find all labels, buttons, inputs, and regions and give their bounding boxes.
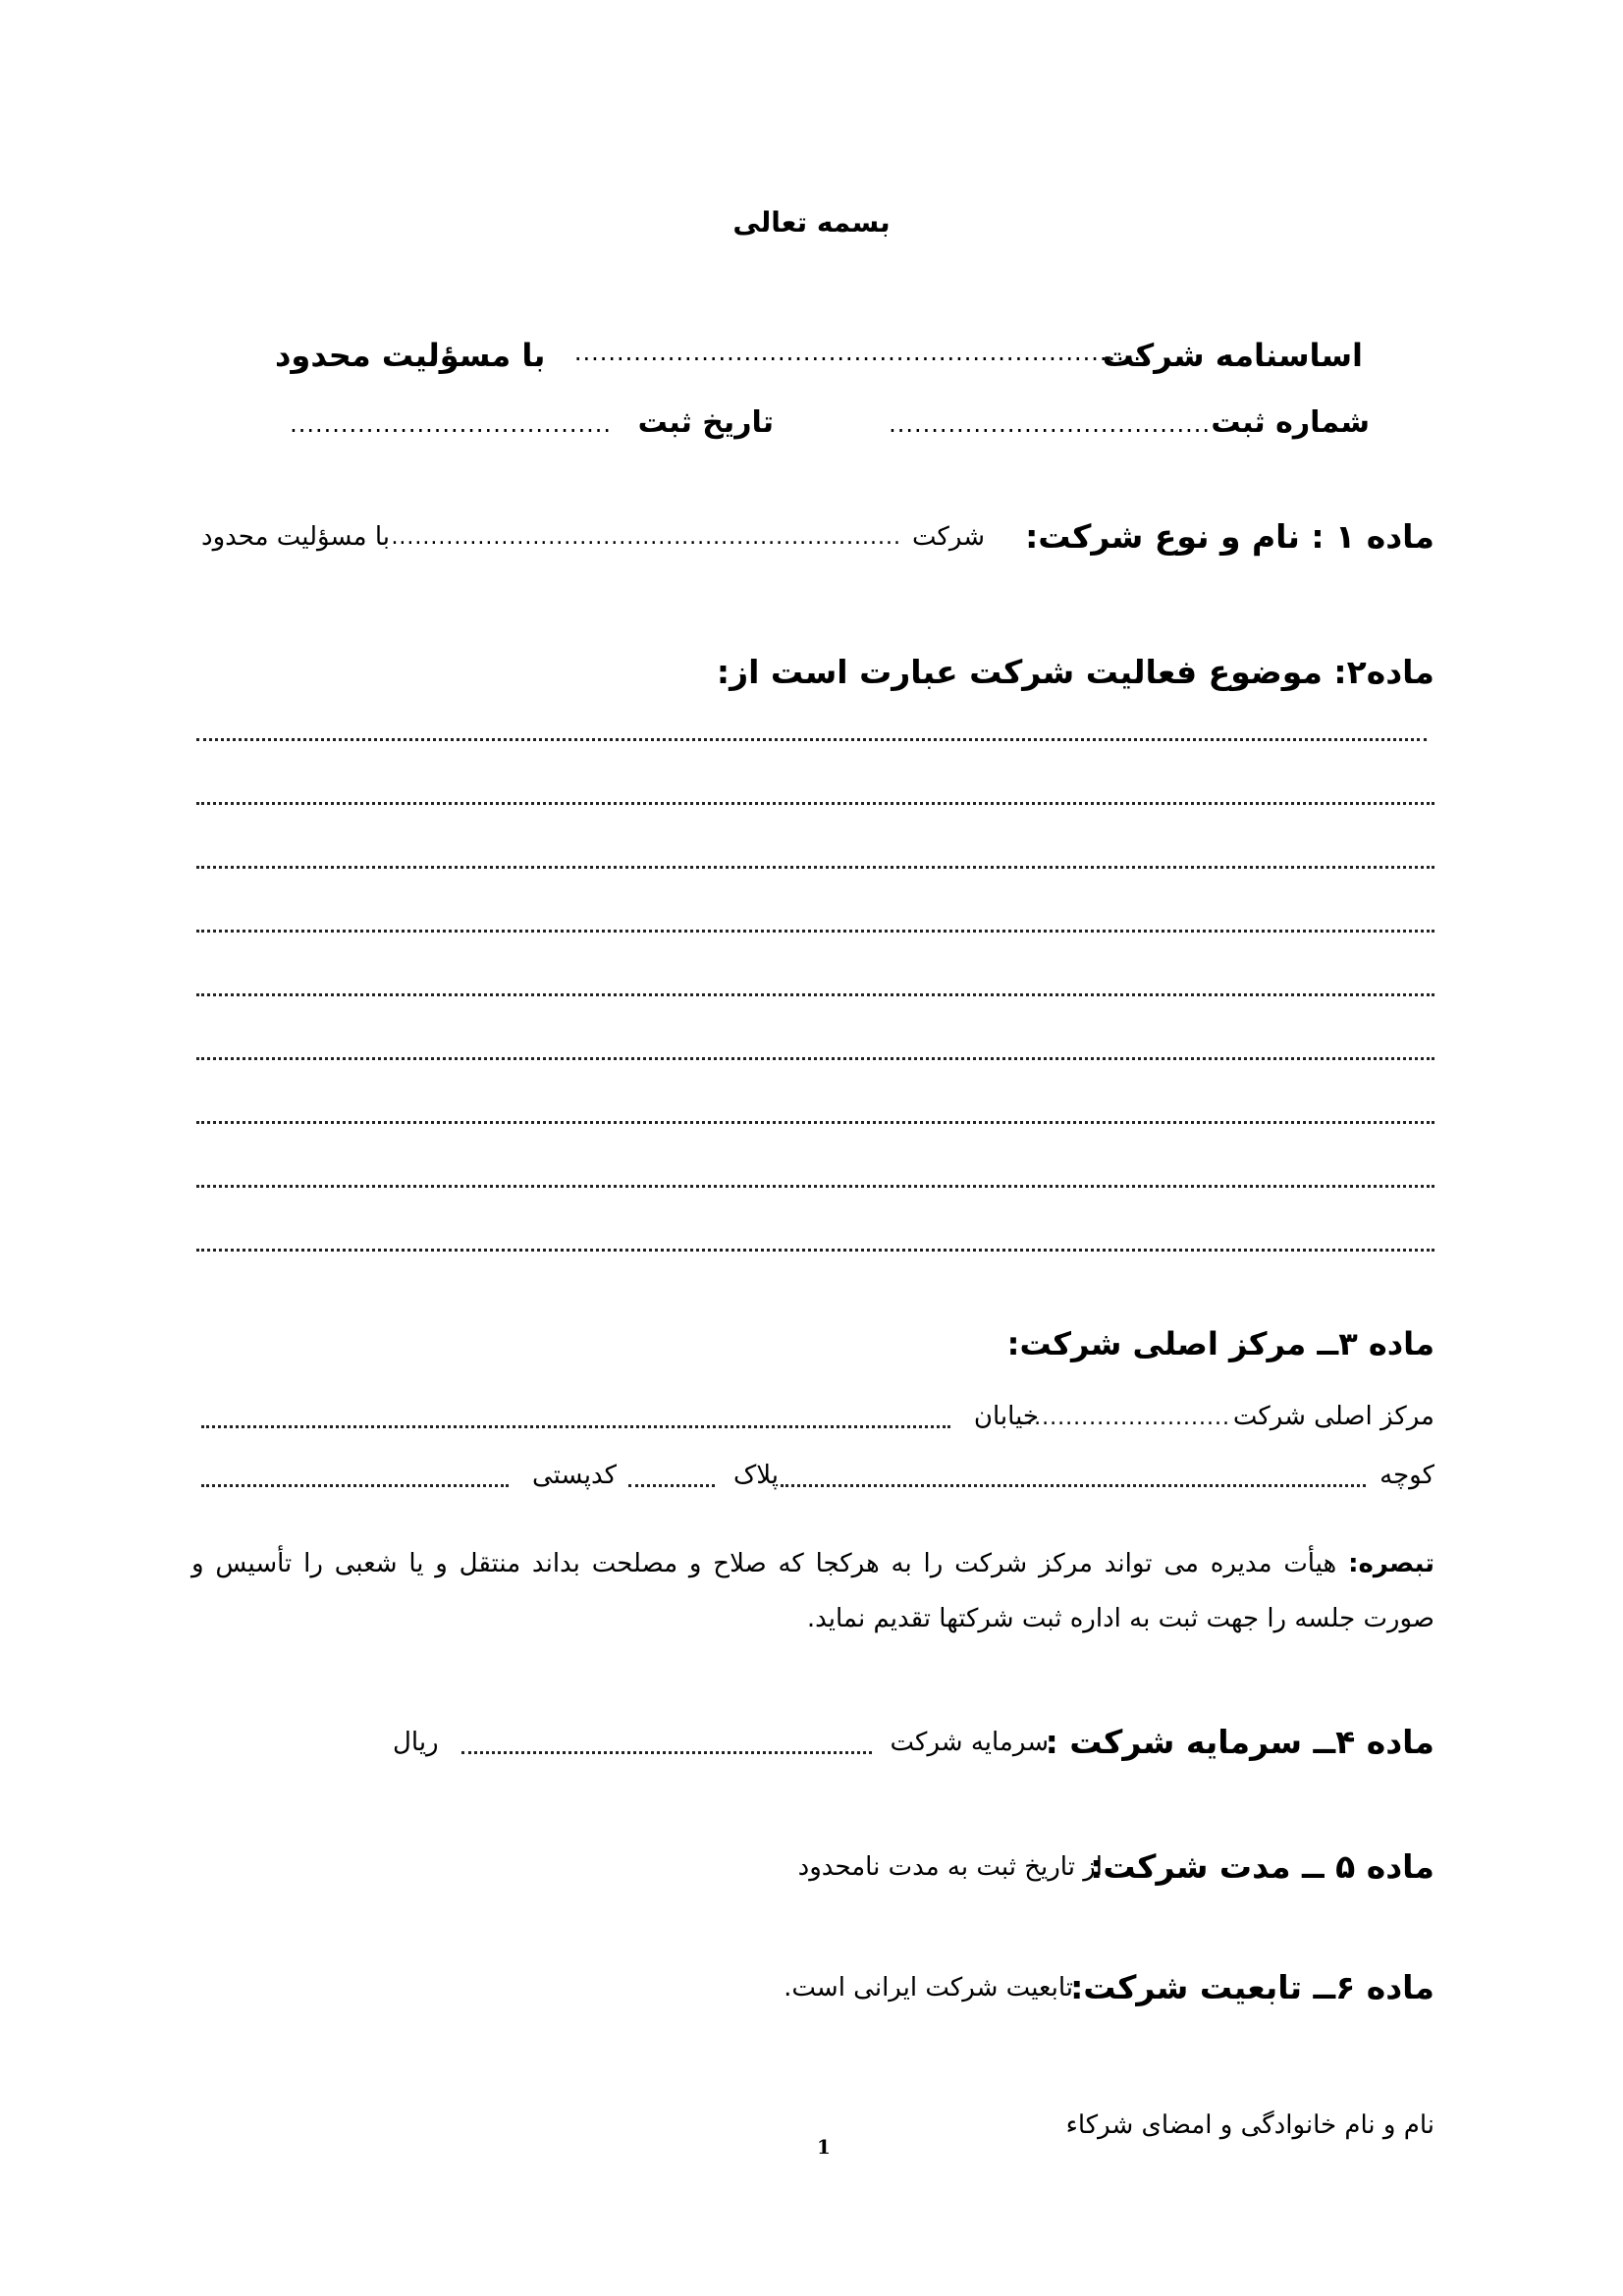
article1-heading: ماده ۱ : نام و نوع شرکت: — [1025, 517, 1434, 556]
article1-suffix: با مسؤلیت محدود — [201, 522, 391, 552]
article4-heading: ماده ۴ــ سرمایه شرکت : — [1045, 1723, 1434, 1761]
header-title: بسمه تعالی — [732, 206, 891, 239]
plaque-label: پلاک — [732, 1461, 779, 1490]
subject-blank-line[interactable] — [196, 1057, 1434, 1060]
capital-label: سرمایه شرکت — [890, 1728, 1049, 1757]
street-dots[interactable] — [201, 1425, 950, 1428]
center-label: مرکز اصلی شرکت — [1232, 1402, 1434, 1431]
article5-heading: ماده ۵ ــ مدت شرکت: — [1090, 1847, 1434, 1886]
capital-dots[interactable] — [461, 1751, 872, 1754]
subject-blank-line[interactable] — [196, 1185, 1434, 1188]
subject-blank-line[interactable] — [196, 1121, 1434, 1124]
page-number: 1 — [817, 2135, 831, 2159]
reg-number-label: شماره ثبت — [1211, 405, 1370, 440]
street-label: خیابان — [973, 1402, 1039, 1431]
article1-company-word: شرکت — [911, 522, 985, 552]
article6-heading: ماده ۶ــ تابعیت شرکت: — [1070, 1968, 1434, 2006]
note-text: هیأت مدیره می تواند مرکز شرکت را به هرکجا که صلاح و مصلحت بداند منتقل و یا شعبی را تأسیس و صورت جلسه را جهت ثبت به اداره ثبت شرکتها تقدیم نماید. — [191, 1549, 1434, 1633]
alley-label: کوچه — [1380, 1461, 1434, 1490]
capital-suffix: ریال — [393, 1728, 439, 1757]
reg-number-dots[interactable]: ...................................... — [889, 410, 1211, 438]
subject-blank-line[interactable] — [196, 866, 1434, 869]
article5-text: از تاریخ ثبت به مدت نامحدود — [797, 1852, 1103, 1882]
plaque-dots[interactable] — [628, 1484, 715, 1487]
article3-heading: ماده ۳ــ مرکز اصلی شرکت: — [1006, 1325, 1434, 1362]
subject-blank-line[interactable] — [196, 930, 1434, 933]
note-paragraph — [191, 1536, 1434, 1646]
postal-label: کدپستی — [532, 1461, 617, 1490]
note-label: تبصره: — [1348, 1549, 1435, 1578]
reg-date-label: تاریخ ثبت — [637, 405, 774, 440]
article2-heading: ماده۲: موضوع فعالیت شرکت عبارت است از: — [716, 653, 1434, 691]
subject-blank-line[interactable] — [196, 993, 1434, 996]
charter-title-suffix: با مسؤلیت محدود — [275, 337, 546, 374]
charter-title-label: اساسنامه شرکت — [1102, 337, 1363, 374]
article6-text: تابعیت شرکت ایرانی است. — [784, 1973, 1073, 2002]
center-dots[interactable]: ........................... — [1018, 1406, 1230, 1430]
subject-blank-line[interactable] — [196, 738, 1427, 741]
charter-title-dots[interactable]: ................................................................... — [573, 339, 1142, 366]
article1-dots[interactable]: ................................................................. — [391, 525, 901, 550]
subject-blank-line[interactable] — [196, 1249, 1434, 1252]
alley-dots[interactable] — [781, 1484, 1366, 1487]
subject-blank-line[interactable] — [196, 802, 1434, 805]
postal-dots[interactable] — [201, 1484, 509, 1487]
signature-label: نام و نام خانوادگی و امضای شرکاء — [1065, 2110, 1434, 2140]
reg-date-dots[interactable]: ...................................... — [290, 410, 612, 438]
